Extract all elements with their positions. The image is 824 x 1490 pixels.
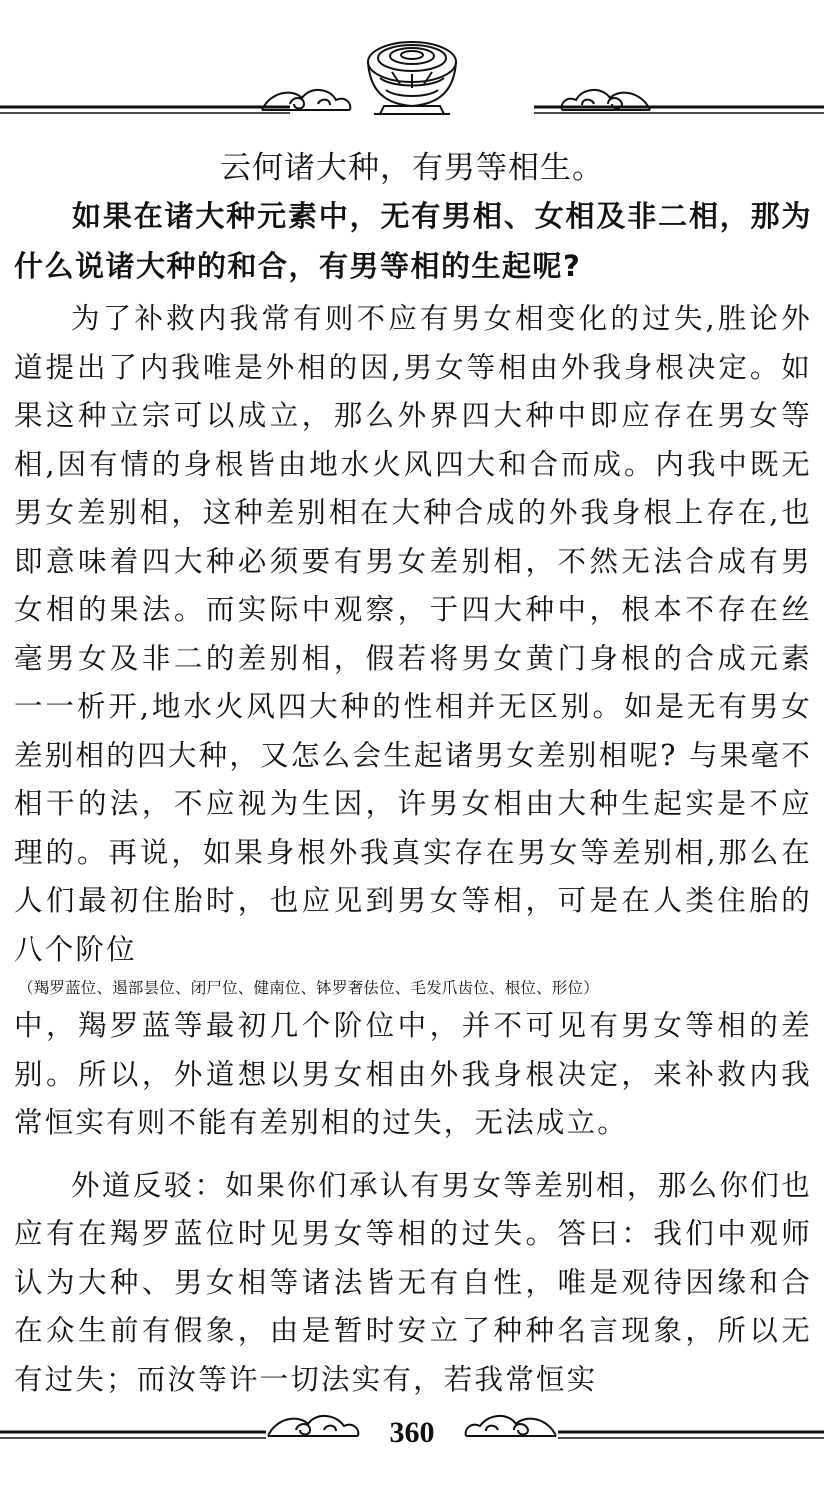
lotus-bowl-icon [368,42,456,114]
verse-summary: 如果在诸大种元素中，无有男相、女相及非二相，那为什么说诸大种的和合，有男等相的生起呢? [14,199,812,283]
page-footer-ornament [0,1400,824,1486]
commentary-paragraph [0,295,824,1148]
commentary-text: 为了补救内我常有则不应有男女相变化的过失,胜论外道提出了内我唯是外相的因,男女等相由外我身根决定。如果这种立宗可以成立，那么外界四大种中即应存在男女等相,因有情的身根皆由地水火风四大和合而成。内我中既无男女差别相，这种差别相在大种合成的外我身根上存在,也即意味着四大种必须要有男女差别相，不然无法合成有男女相的果法。而实际中观察，于四大种中，根本不存在丝毫男女及非二的差别相，假若将男女黄门身根的合成元素一一析开,地水火风四大种的性相并无区别。如是无有男女差别相的四大种，又怎么会生起诸男女差别相呢? 与果毫不相干的法，不应视为生因，许男女相由大种生起实是不应理的。再说，如果身根外我真实存在男女等差别相,那么在人们最初住胎时，也应见到男女等相，可是在人类住胎的八个阶位 [14,302,812,966]
commentary-text-continued: 中，羯罗蓝等最初几个阶位中，并不可见有男女等相的差别。所以，外道想以男女相由外我身根决定，来补救内我常恒实有则不能有差别相的过失，无法成立。 [14,1009,812,1139]
page-number: 360 [389,1416,435,1449]
page-header-ornament [0,0,824,135]
root-verse: 云何诸大种，有男等相生。 [220,150,604,186]
header-border [0,0,824,135]
page-body [0,135,824,1404]
rebuttal-paragraph: 外道反驳：如果你们承认有男女等差别相，那么你们也应有在羯罗蓝位时见男女等相的过失。答曰：我们中观师认为大种、男女相等诸法皆无有自性，唯是观待因缘和合在众生前有假象，由是暂时安立了种种名言现象，所以无有过失；而汝等许一切法实有，若我常恒实 [14,1168,812,1396]
stage-note: （羯罗蓝位、遏部昙位、闭尸位、健南位、钵罗奢佉位、毛发爪齿位、根位、形位） [18,979,599,997]
